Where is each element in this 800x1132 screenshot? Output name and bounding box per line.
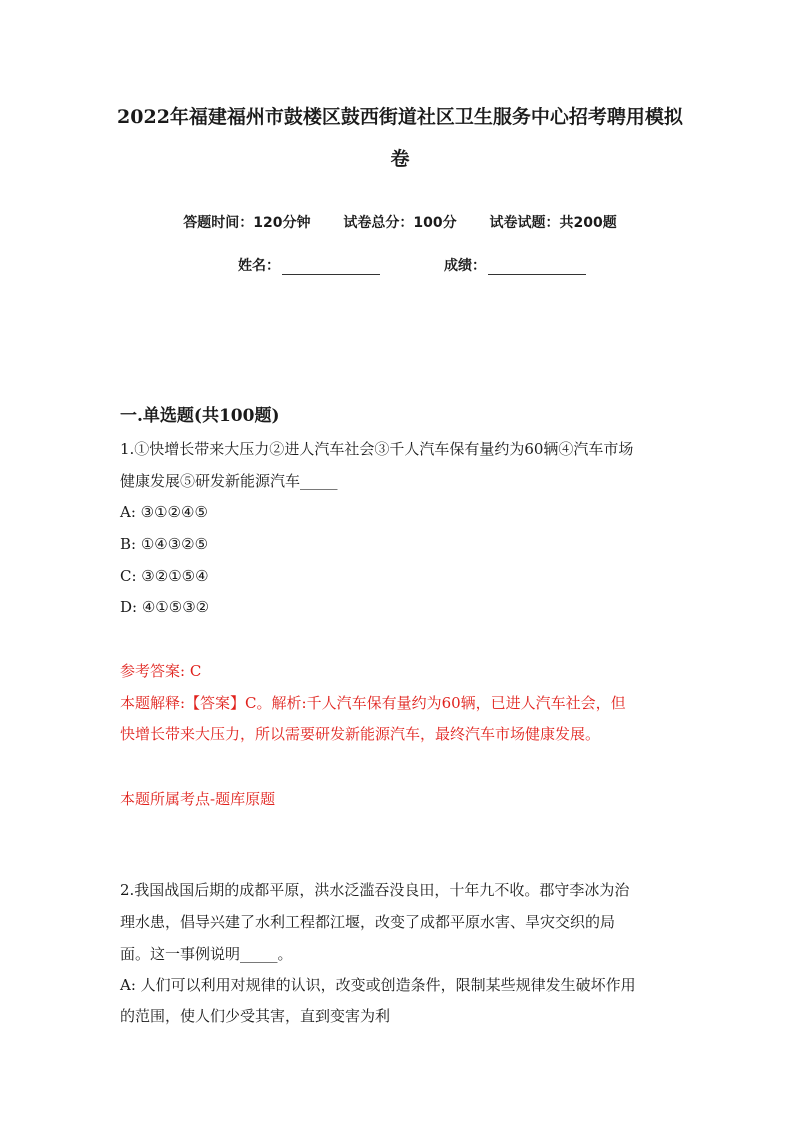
q1-explanation-line1: 本题解释:【答案】C。解析:千人汽车保有量约为60辆，已进人汽车社会，但 [120, 694, 626, 712]
q1-stem-line1: 1.①快增长带来大压力②进人汽车社会③千人汽车保有量约为60辆④汽车市场 [120, 440, 634, 458]
q1-option-c: C: ③②①⑤④ [120, 567, 209, 585]
exam-total-score: 试卷总分：100分 [343, 215, 457, 231]
name-field [238, 255, 380, 275]
q2-stem-line2: 理水患，倡导兴建了水利工程都江堰，改变了成都平原水害、旱灾交织的局 [120, 913, 616, 931]
q2-stem-line1: 2.我国战国后期的成都平原，洪水泛滥吞没良田，十年九不收。郡守李冰为治 [120, 881, 630, 899]
score-field [444, 255, 586, 275]
q1-explanation-line2: 快增长带来大压力，所以需要研发新能源汽车，最终汽车市场健康发展。 [120, 725, 601, 743]
q1-source: 本题所属考点-题库原题 [120, 790, 276, 808]
score-label: 成绩： [444, 258, 486, 274]
q1-option-a: A: ③①②④⑤ [120, 503, 208, 521]
exam-question-count: 试卷试题：共200题 [489, 215, 617, 231]
q1-answer: 参考答案: C [120, 662, 202, 680]
exam-time: 答题时间：120分钟 [183, 215, 311, 231]
name-label: 姓名： [238, 258, 280, 274]
section-heading: 一.单选题(共100题) [120, 406, 280, 426]
q1-option-b: B: ①④③②⑤ [120, 535, 209, 553]
exam-title-line2: 卷 [390, 148, 410, 170]
q1-option-d: D: ④①⑤③② [120, 598, 210, 616]
name-blank [282, 260, 380, 275]
q1-stem-line2: 健康发展⑤研发新能源汽车_____ [120, 472, 338, 490]
q2-option-a-line1: A: 人们可以利用对规律的认识，改变或创造条件，限制某些规律发生破坏作用 [120, 976, 636, 994]
score-blank [488, 260, 586, 275]
exam-title-line1: 2022年福建福州市鼓楼区鼓西街道社区卫生服务中心招考聘用模拟 [117, 106, 683, 128]
exam-meta [0, 212, 800, 232]
q2-option-a-line2: 的范围，使人们少受其害，直到变害为利 [120, 1007, 391, 1025]
q2-stem-line3: 面。这一事例说明_____。 [120, 945, 293, 963]
